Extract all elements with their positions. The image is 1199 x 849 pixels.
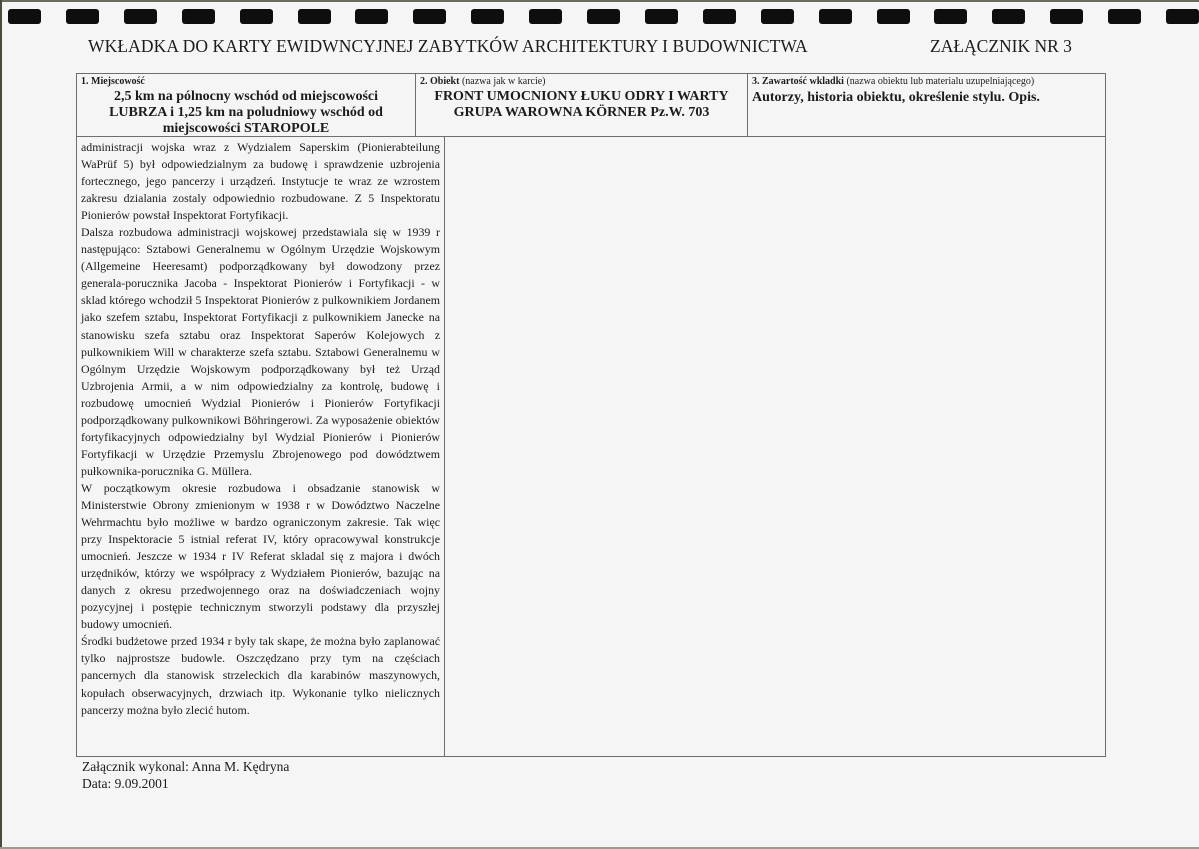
paragraph: W początkowym okresie rozbudowa i obsadzanie stanowisk w Ministerstwie Obrony zmienionym w 1938 r w Dowództwo Naczelne Wehrmachtu było możliwe w bardzo ograniczonym zakresie. Tak więc przy Inspektoracie 5 istnial referat IV, który opracowywal konstrukcje umocnień. Jeszcze w 1934 r IV Referat skladal się z majora i dwóch urzędników, którzy we współpracy z Wydziałem Pionierów, bazując na danych z okresu przedwojennego oraz na doświadczeniach wojny pozycyjnej i postępie technicznym stworzyli podstawy dla przyszłej budowy umocnień. [81, 480, 440, 632]
body-table [76, 137, 1106, 757]
punch-hole-strip [0, 9, 1199, 25]
punch-hole [529, 9, 562, 24]
punch-hole [819, 9, 852, 24]
author-line: Załącznik wykonal: Anna M. Kędryna [82, 759, 290, 774]
object-value-line: GRUPA WAROWNA KÖRNER Pz.W. 703 [453, 105, 710, 120]
punch-hole [66, 9, 99, 24]
header-fields-table [76, 73, 1106, 137]
punch-hole [645, 9, 678, 24]
punch-hole [8, 9, 41, 24]
contents-label [752, 76, 1101, 88]
location-value-line: miejscowości STAROPOLE [162, 121, 330, 136]
location-value-line: 2,5 km na pólnocny wschód od miejscowości [113, 89, 379, 104]
history-text-cell [77, 137, 445, 756]
punch-hole [124, 9, 157, 24]
object-field [415, 74, 747, 136]
paragraph: Dalsza rozbudowa administracji wojskowej przedstawiala się w 1939 r następująco: Sztabowi Generalnemu w Ogólnym Urzędzie Wojskowym (Allgemeine Heeresamt) podporządkowany był dowodzony przez generala-porucznika Jacoba - Inspektorat Pionierów i Fortyfikacji - w sklad którego wchodził 5 Inspektorat Pionierów z pulkownikiem Jordanem jako szefem sztabu, Inspektorat Fortyfikacji z pulkownikiem Janecke na stanowisku szefa sztabu oraz Inspektorat Saperów Kolejowych z pulkownikiem Will w charakterze szefa sztabu. Sztabowi Generalnemu w Ogólnym Urzędzie Wojskowym podporządkowany był też Urząd Uzbrojenia Armii, a w nim odpowiedzialny za kontrolę, budowę i rozbudowę umocnień Wydzial Pionierów i Pionierów Fortyfikacji podporządkowany pulkownikowi Böhringerowi. Za wyposażenie obiektów fortyfikacyjnych odpowiedzialny byl Wydzial Pionierów i Pionierów Fortyfikacji w Urzędzie Przemyslu Zbrojenowego pod dowództwem pułkownika-porucznika G. Müllera. [81, 225, 440, 478]
object-label-text: 2. Obiekt [420, 76, 460, 87]
punch-hole [1166, 9, 1199, 24]
object-label [420, 76, 743, 88]
date-line: Data: 9.09.2001 [82, 776, 169, 791]
location-field [77, 74, 415, 136]
document-title: WKŁADKA DO KARTY EWIDWNCYJNEJ ZABYTKÓW ARCHITEKTURY I BUDOWNICTWA [88, 36, 808, 56]
punch-hole [703, 9, 736, 24]
punch-hole [471, 9, 504, 24]
paragraph: administracji wojska wraz z Wydzialem Saperskim (Pionierabteilung WaPrüf 5) był odpowiedzialnym za budowę i sprawdzenie uzbrojenia fortecznego, jego pancerzy i urządzeń. Instytucje te wraz ze wzrostem zakresu dzialania zostaly odpowiednio rozbudowane. Z 5 Inspektoratu Pionierów powstał Inspektorat Fortyfikacji. [81, 140, 440, 223]
paragraph: Środki budżetowe przed 1934 r były tak skape, że można było zaplanować tylko najprostsze budowle. Oszczędzano przy tym na częściach pancernych dla stanowisk strzeleckich dla karabinów maszynowych, kopułach obserwacyjnych, drzwiach itp. Wykonanie tylko nielicznych pancerzy można było zlecić hutom. [81, 634, 440, 717]
punch-hole [761, 9, 794, 24]
contents-value: Autorzy, historia obiektu, określenie stylu. Opis. [752, 90, 1040, 105]
punch-hole [413, 9, 446, 24]
blank-cell [445, 137, 1105, 756]
punch-hole [1108, 9, 1141, 24]
contents-label-note: (nazwa obiektu lub materialu uzupelniającego) [843, 76, 1035, 87]
punch-hole [240, 9, 273, 24]
page-edge-left [0, 0, 2, 849]
page-edge-top [0, 0, 1199, 2]
punch-hole [587, 9, 620, 24]
contents-field [747, 74, 1105, 136]
object-value-line: FRONT UMOCNIONY ŁUKU ODRY I WARTY [434, 89, 729, 104]
punch-hole [934, 9, 967, 24]
footer [82, 758, 289, 792]
location-value [81, 89, 411, 137]
punch-hole [992, 9, 1025, 24]
punch-hole [298, 9, 331, 24]
punch-hole [877, 9, 910, 24]
punch-hole [1050, 9, 1083, 24]
punch-hole [355, 9, 388, 24]
location-value-line: LUBRZA i 1,25 km na poludniowy wschód od [109, 105, 383, 120]
object-label-note: (nazwa jak w karcie) [459, 76, 546, 87]
location-label [81, 76, 411, 88]
contents-label-text: 3. Zawartość wkladki [752, 76, 844, 87]
object-value [420, 89, 743, 121]
punch-hole [182, 9, 215, 24]
attachment-number: ZAŁĄCZNIK NR 3 [930, 36, 1072, 56]
location-label-text: 1. Miejscowość [81, 76, 145, 87]
